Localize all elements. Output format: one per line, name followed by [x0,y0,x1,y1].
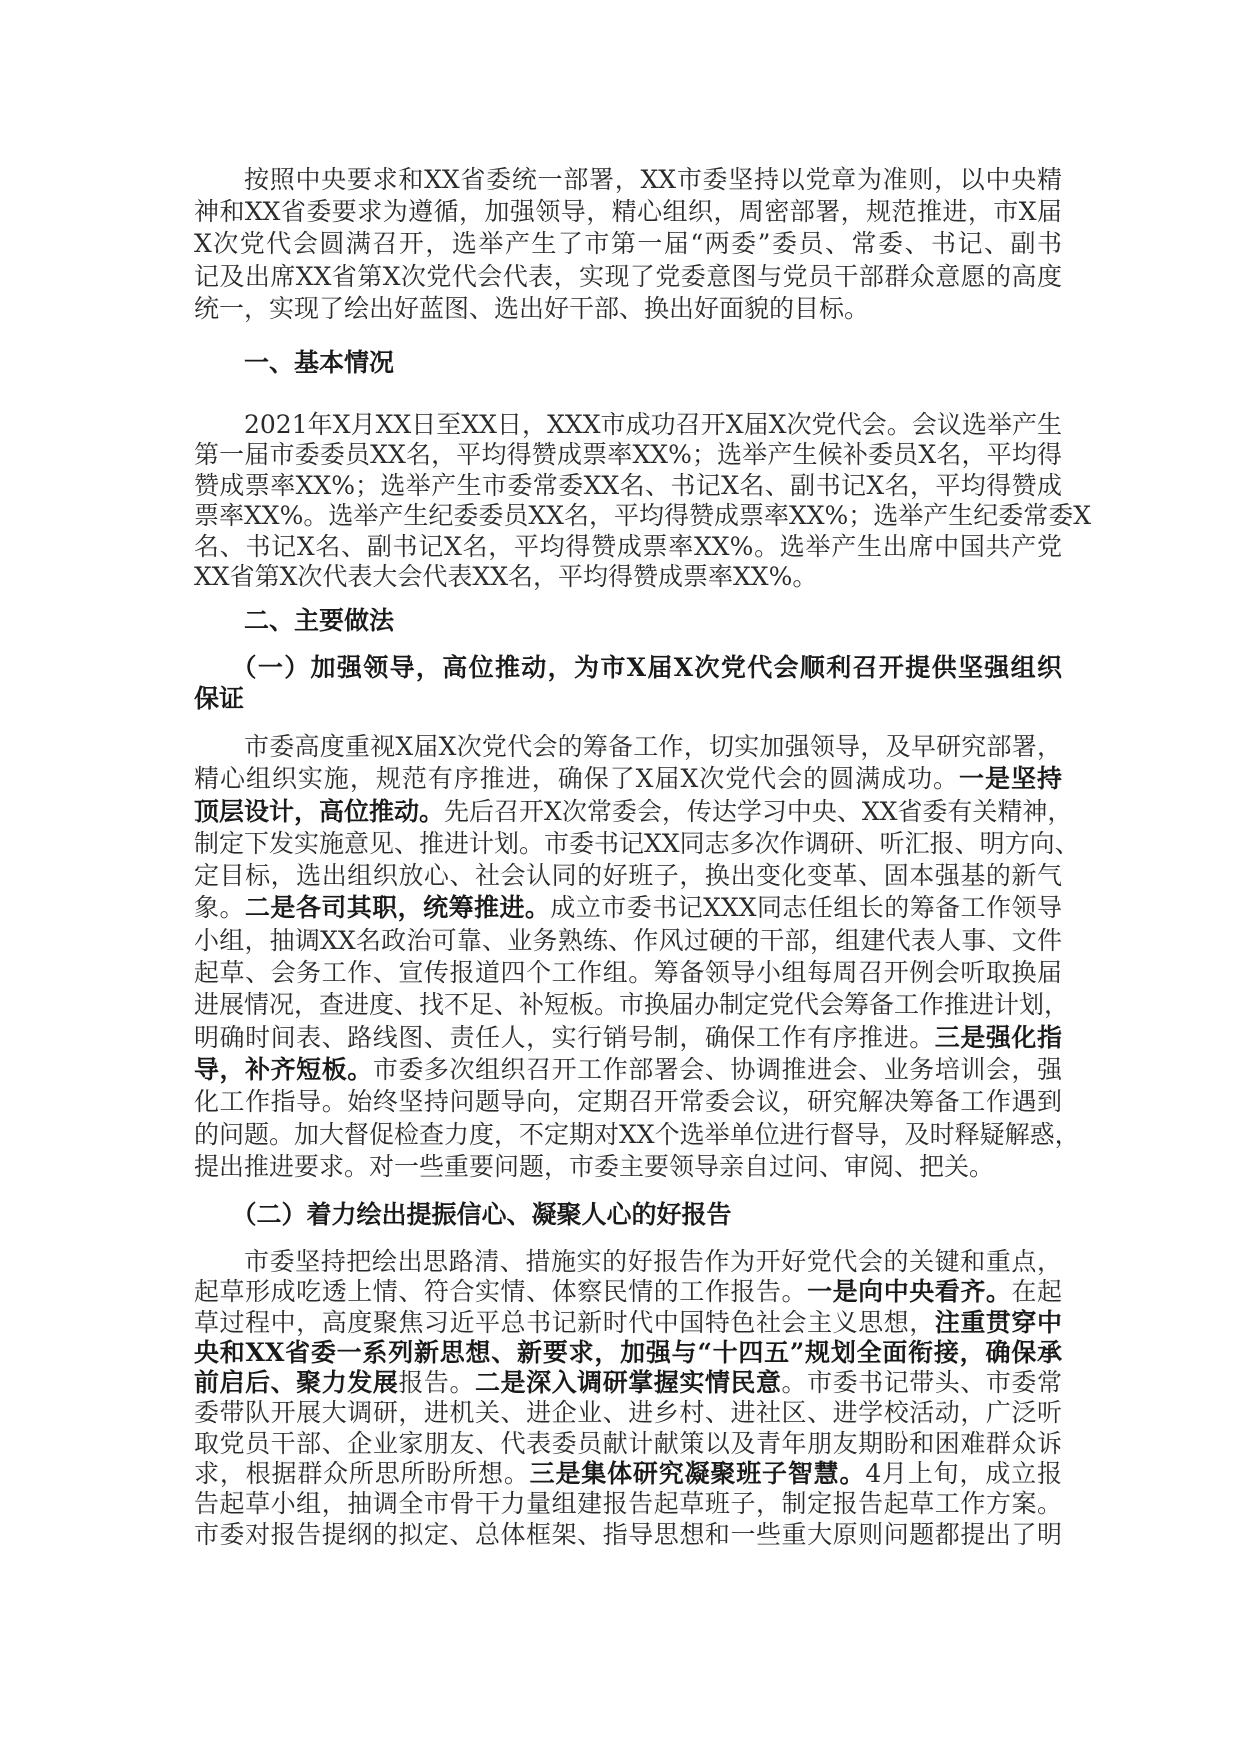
text-line [194,293,1062,325]
text-run: 制定下发实施意见、推进计划。市委书记XX同志多次作调研、听汇报、明方向、 [194,828,1080,858]
text-line [194,1368,1062,1398]
text-line [194,1520,1062,1550]
text-line [194,228,1062,260]
text-line [194,828,1080,860]
text-line [194,605,1062,637]
text-run: 名、书记X名、副书记X名，平均得赞成票率XX%。选举产生出席中国共产党 [194,531,1062,561]
text-run: 起草、会务工作、宣传报道四个工作组。筹备领导小组每周召开例会听取换届 [194,958,1062,988]
text-line [194,1247,1062,1277]
subsection-1-paragraph [194,731,1080,1183]
text-run: X次党代会圆满召开，选举产生了市第一届“两委”委员、常委、书记、副书 [194,229,1062,259]
text-run: 二、主要做法 [244,606,395,635]
text-run: 小组，抽调XX名政治可靠、业务熟练、作风过硬的干部，组建代表人事、文件 [194,925,1062,955]
text-line [194,410,1062,440]
text-line [194,1119,1080,1151]
text-run: 神和XX省委要求为遵循，加强领导，精心组织，周密部署，规范推进，市X届 [194,197,1062,227]
text-run: 保证 [194,684,245,713]
text-run: 明确时间表、路线图、责任人，实行销号制，确保工作有序推进。 [194,1022,935,1052]
text-line [194,860,1062,892]
text-run: 的问题。加大督促检查力度，不定期对XX个选举单位进行督导，及时释疑解惑， [194,1119,1080,1149]
text-run: （二）着力绘出提振信心、凝聚人心的好报告 [231,1200,732,1229]
bold-text-run: 三是集体研究凝聚班子智慧。 [529,1459,866,1489]
bold-text-run: 二是深入调研掌握实情民意 [475,1368,782,1398]
text-line [194,1429,1062,1459]
text-run: 化工作指导。始终坚持问题导向，定期召开常委会议，研究解决筹备工作遇到 [194,1087,1062,1117]
text-run: 第一届市委委员XX名，平均得赞成票率XX%；选举产生候补委员X名，平均得 [194,440,1062,470]
text-line [194,196,1062,228]
bold-text-run: 前启后、聚力发展 [194,1368,399,1398]
text-line [194,440,1062,470]
basic-situation-paragraph [194,410,1092,592]
text-line [194,1277,1062,1307]
text-line [194,261,1062,293]
text-line [194,1022,1062,1054]
subsection-2-paragraph [194,1247,1062,1550]
text-line [194,652,1062,683]
text-run: 定目标，选出组织放心、社会认同的好班子，换出变化变革、固本强基的新气 [194,861,1062,891]
text-run: 市委对报告提纲的拟定、总体框架、指导思想和一些重大原则问题都提出了明 [194,1519,1062,1549]
text-run: 记及出席XX省第X次党代会代表，实现了党委意图与党员干部群众意愿的高度 [194,261,1062,291]
text-run: 统一，实现了绘出好蓝图、选出好干部、换出好面貌的目标。 [194,293,870,323]
text-run: 委带队开展大调研，进机关、进企业、进乡村、进社区、进学校活动，广泛听 [194,1398,1062,1428]
text-run: 告起草小组，抽调全市骨干力量组建报告起草班子，制定报告起草工作方案。 [194,1489,1062,1519]
text-line [194,957,1062,989]
text-line [194,796,1073,828]
text-line [194,892,1062,924]
text-run: 取党员干部、企业家朋友、代表委员献计献策以及青年朋友期盼和困难群众诉 [194,1428,1062,1458]
text-line [194,1151,1062,1183]
text-run: 进展情况，查进度、找不足、补短板。市换届办制定党代会筹备工作推进计划， [194,990,1070,1020]
text-run: 起草形成吃透上情、符合实情、体察民情的工作报告。 [194,1277,808,1307]
text-run: 先后召开X次常委会，传达学习中央、XX省委有关精神， [444,796,1073,826]
text-line [194,501,1092,531]
text-line [194,731,1062,763]
bold-text-run: 二是各司其职，统筹推进。 [244,893,551,923]
text-line [194,989,1070,1021]
subsection-heading-2 [194,1199,1062,1231]
text-run: 成立市委书记XXX同志任组长的筹备工作领导 [550,893,1062,923]
text-run: 。市委书记带头、市委常 [781,1368,1062,1398]
text-line [194,164,1062,196]
text-run: 票率XX%。选举产生纪委委员XX名，平均得赞成票率XX%；选举产生纪委常委X [194,501,1092,531]
bold-text-run: 一是坚持 [959,764,1062,794]
text-run: 2021年X月XX日至XX日，XXX市成功召开X届X次党代会。会议选举产生 [244,410,1062,439]
text-line [194,1489,1062,1519]
text-run: 精心组织实施，规范有序推进，确保了X届X次党代会的圆满成功。 [194,764,960,794]
bold-text-run: 顶层设计，高位推动。 [194,796,445,826]
text-run: 市委多次组织召开工作部署会、协调推进会、业务培训会，强 [372,1054,1062,1084]
text-run: 一、基本情况 [244,348,395,377]
text-run: 求，根据群众所思所盼所想。 [194,1459,530,1489]
text-line [194,1086,1062,1118]
text-run: （一）加强领导，高位推动，为市X届X次党代会顺利召开提供坚强组织 [231,653,1062,682]
text-run: XX省第X次代表大会代表XX名，平均得赞成票率XX%。 [194,562,818,592]
text-line [194,562,1062,592]
text-run: 4月上旬，成立报 [865,1459,1062,1489]
bold-text-run: 一是向中央看齐。 [807,1277,1012,1307]
text-line [194,763,1062,795]
text-line [194,471,1062,501]
text-line [194,1199,1062,1231]
text-run: 市委坚持把绘出思路清、措施实的好报告作为开好党代会的关键和重点， [244,1247,1062,1276]
text-run: 草过程中，高度聚焦习近平总书记新时代中国特色社会主义思想， [194,1307,935,1337]
text-run: 报告。 [398,1368,475,1398]
bold-text-run: 注重贯穿中 [934,1307,1062,1337]
text-run: 象。 [194,893,245,923]
text-line [194,683,1062,714]
text-line [194,1054,1062,1086]
text-run: 在起 [1011,1277,1062,1307]
text-run: 市委高度重视X届X次党代会的筹备工作，切实加强领导，及早研究部署， [244,732,1062,761]
text-line [194,1308,1062,1338]
text-run: 赞成票率XX%；选举产生市委常委XX名、书记X名、副书记X名，平均得赞成 [194,470,1062,500]
text-line [194,532,1062,562]
bold-text-run: 导，补齐短板。 [194,1054,373,1084]
bold-text-run: 央和XX省委一系列新思想、新要求，加强与“十四五”规划全面衔接，确保承 [194,1337,1062,1367]
text-run: 提出推进要求。对一些重要问题，市委主要领导亲自过问、审阅、把关。 [194,1151,995,1181]
text-line [194,925,1062,957]
section-heading-basic-situation [194,347,1062,379]
text-line [194,347,1062,379]
intro-paragraph [194,164,1062,325]
section-heading-main-practices [194,605,1062,637]
subsection-heading-1 [194,652,1062,714]
text-line [194,1338,1062,1368]
text-run: 按照中央要求和XX省委统一部署，XX市委坚持以党章为准则，以中央精 [244,165,1062,194]
text-line [194,1398,1062,1428]
text-line [194,1459,1062,1489]
bold-text-run: 三是强化指 [934,1022,1062,1052]
